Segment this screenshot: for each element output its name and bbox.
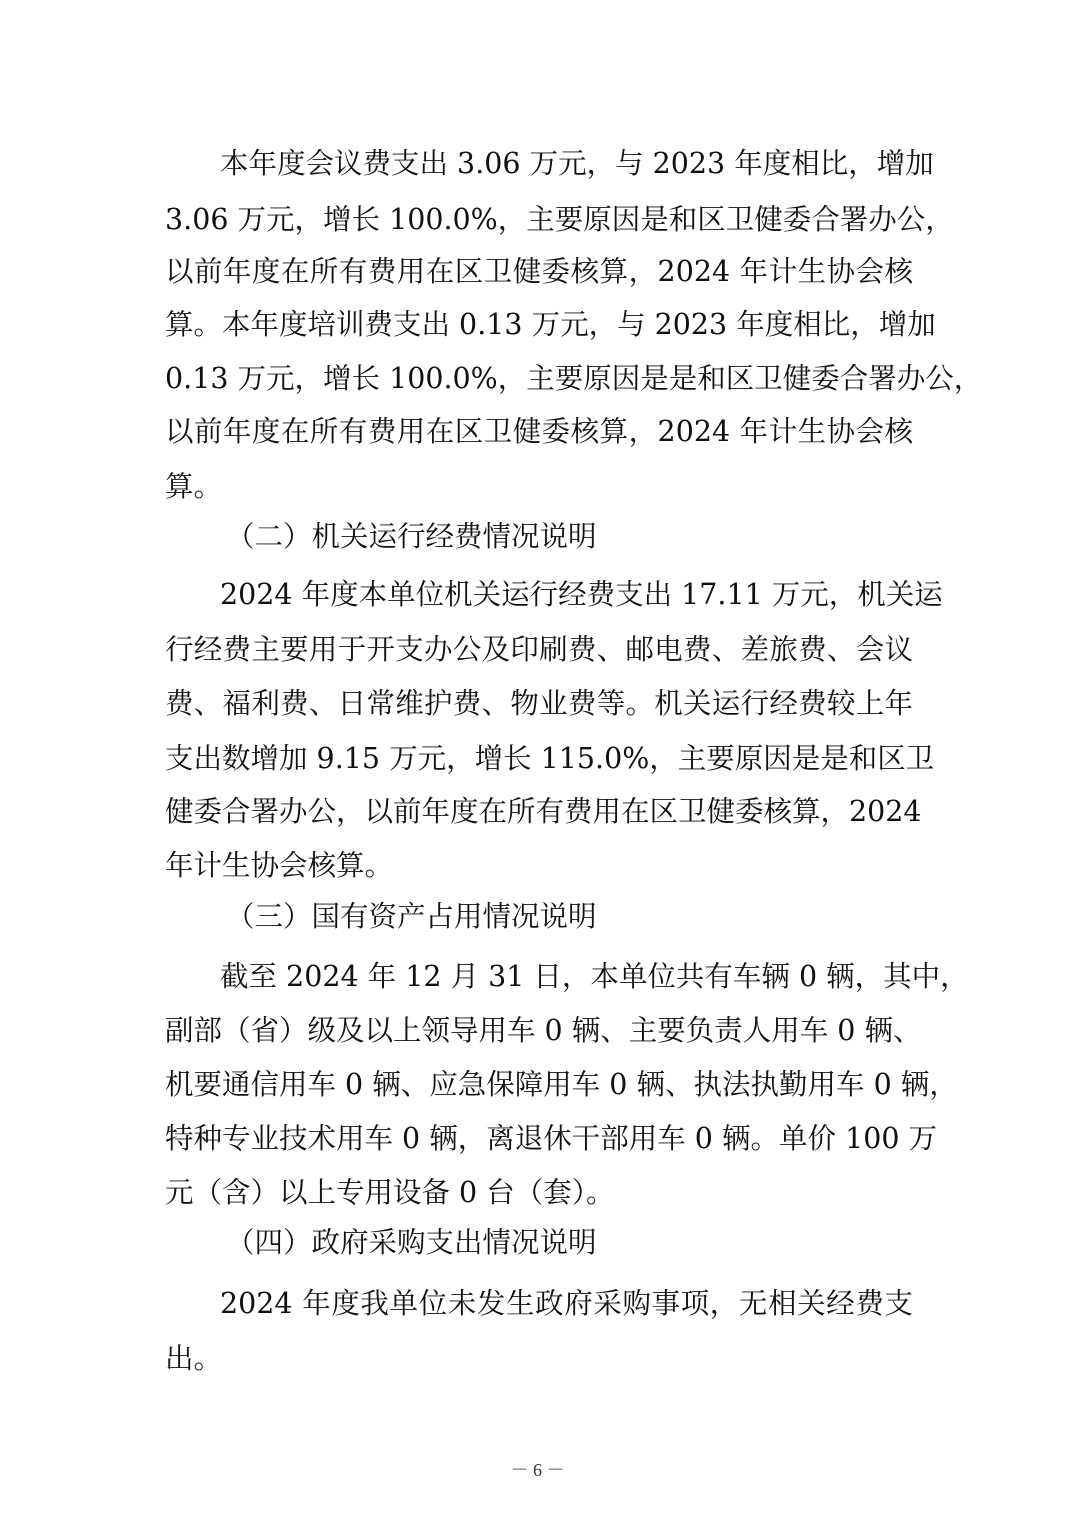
paragraph-line: 0.13 万元，增长 100.0%，主要原因是是和区卫健委合署办公， [165,362,983,395]
paragraph-line: 行经费主要用于开支办公及印刷费、邮电费、差旅费、会议 [165,633,913,666]
paragraph-line: 特种专业技术用车 0 辆，离退休干部用车 0 辆。单价 100 万 [165,1122,938,1155]
paragraph-line: 支出数增加 9.15 万元，增长 115.0%，主要原因是是和区卫 [165,742,935,775]
paragraph-line: 算。 [165,470,223,503]
section-heading-operating-funds: （二）机关运行经费情况说明 [226,520,597,553]
paragraph-line: 元（含）以上专用设备 0 台（套）。 [165,1176,615,1209]
paragraph-line: 2024 年度我单位未发生政府采购事项，无相关经费支 [220,1287,913,1320]
paragraph-line: 截至 2024 年 12 月 31 日，本单位共有车辆 0 辆，其中， [220,960,969,993]
paragraph-line: 以前年度在所有费用在区卫健委核算，2024 年计生协会核 [165,255,913,288]
paragraph-line: 健委合署办公，以前年度在所有费用在区卫健委核算，2024 [165,795,922,828]
paragraph-line: 费、福利费、日常维护费、物业费等。机关运行经费较上年 [165,687,913,720]
paragraph-line: 本年度会议费支出 3.06 万元，与 2023 年度相比，增加 [220,147,934,180]
paragraph-line: 机要通信用车 0 辆、应急保障用车 0 辆、执法执勤用车 0 辆， [165,1068,958,1101]
paragraph-line: 3.06 万元，增长 100.0%，主要原因是和区卫健委合署办公， [165,203,954,236]
section-heading-state-assets: （三）国有资产占用情况说明 [226,900,597,933]
paragraph-line: 副部（省）级及以上领导用车 0 辆、主要负责人用车 0 辆、 [165,1014,922,1047]
paragraph-line: 算。本年度培训费支出 0.13 万元，与 2023 年度相比，增加 [165,308,936,341]
paragraph-line: 出。 [165,1342,223,1375]
paragraph-line: 以前年度在所有费用在区卫健委核算，2024 年计生协会核 [165,415,913,448]
paragraph-line: 2024 年度本单位机关运行经费支出 17.11 万元，机关运 [220,578,943,611]
section-heading-procurement: （四）政府采购支出情况说明 [226,1226,597,1259]
page-number: － 6 － [510,1460,565,1480]
paragraph-line: 年计生协会核算。 [165,849,394,882]
